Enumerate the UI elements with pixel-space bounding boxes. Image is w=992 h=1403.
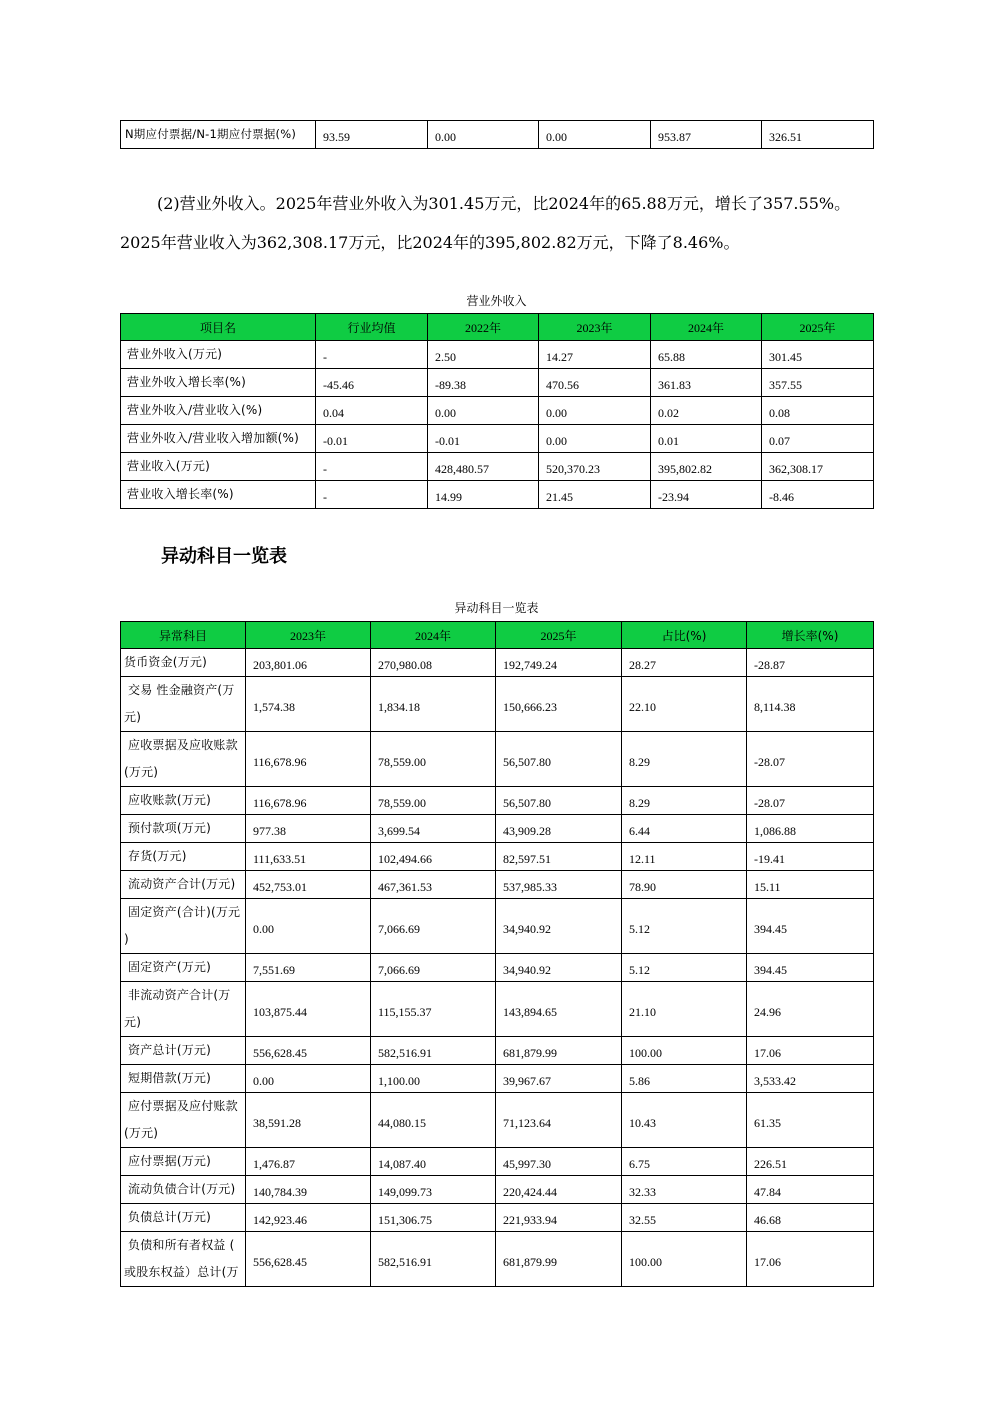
cell: 0.00 xyxy=(246,899,371,954)
header-cell: 异常科目 xyxy=(121,622,246,649)
cell: 6.44 xyxy=(622,815,747,843)
row-label xyxy=(121,1037,246,1065)
cell: 7,066.69 xyxy=(371,899,496,954)
cell: 220,424.44 xyxy=(496,1176,622,1204)
row-label xyxy=(121,815,246,843)
row-label xyxy=(121,1065,246,1093)
cell: 61.35 xyxy=(747,1093,874,1148)
table-body xyxy=(121,341,874,509)
cell: 5.12 xyxy=(622,899,747,954)
cell: 3,533.42 xyxy=(747,1065,874,1093)
table-row xyxy=(121,899,874,954)
cell: 93.59 xyxy=(316,121,428,149)
cell: 326.51 xyxy=(762,121,874,149)
cell: 192,749.24 xyxy=(496,649,622,677)
cell: 78,559.00 xyxy=(371,732,496,787)
table-row xyxy=(121,1065,874,1093)
row-label: 营业外收入增长率(%) xyxy=(121,369,316,397)
cell: 0.00 xyxy=(539,121,651,149)
row-label-line: 应付票据(万元) xyxy=(124,1154,211,1168)
cell: 100.00 xyxy=(622,1232,747,1287)
cell: 143,894.65 xyxy=(496,982,622,1037)
row-label-line: 应付票据及应付账款 xyxy=(124,1099,238,1113)
cell: 0.00 xyxy=(428,121,539,149)
cell: 0.08 xyxy=(762,397,874,425)
cell: 5.12 xyxy=(622,954,747,982)
table-row xyxy=(121,843,874,871)
cell: 1,086.88 xyxy=(747,815,874,843)
row-label-line: 应收账款(万元) xyxy=(124,793,211,807)
cell: 0.00 xyxy=(428,397,539,425)
cell: 0.04 xyxy=(316,397,428,425)
row-label: 营业外收入(万元) xyxy=(121,341,316,369)
table-row xyxy=(121,871,874,899)
table-row xyxy=(121,425,874,453)
cell: 428,480.57 xyxy=(428,453,539,481)
row-label xyxy=(121,982,246,1037)
cell: 45,997.30 xyxy=(496,1148,622,1176)
cell: 47.84 xyxy=(747,1176,874,1204)
cell: 537,985.33 xyxy=(496,871,622,899)
cell: -0.01 xyxy=(428,425,539,453)
cell: 140,784.39 xyxy=(246,1176,371,1204)
row-label xyxy=(121,899,246,954)
cell: 8.29 xyxy=(622,787,747,815)
cell: -19.41 xyxy=(747,843,874,871)
table-row xyxy=(121,341,874,369)
cell: 452,753.01 xyxy=(246,871,371,899)
cell: -45.46 xyxy=(316,369,428,397)
row-label-line: 流动资产合计(万元) xyxy=(124,877,236,891)
cell: 0.00 xyxy=(539,425,651,453)
cell: 56,507.80 xyxy=(496,732,622,787)
cell: 361.83 xyxy=(651,369,762,397)
cell: 116,678.96 xyxy=(246,732,371,787)
cell: 582,516.91 xyxy=(371,1232,496,1287)
cell: 103,875.44 xyxy=(246,982,371,1037)
cell: 0.02 xyxy=(651,397,762,425)
cell: 977.38 xyxy=(246,815,371,843)
table-row xyxy=(121,481,874,509)
row-label xyxy=(121,1148,246,1176)
top-table xyxy=(120,120,874,149)
cell: 82,597.51 xyxy=(496,843,622,871)
cell: 3,699.54 xyxy=(371,815,496,843)
table-body xyxy=(121,649,874,1287)
cell: 22.10 xyxy=(622,677,747,732)
paragraph-line-1: (2)营业外收入。2025年营业外收入为301.45万元，比2024年的65.88万元，增长了357.55%。 xyxy=(157,194,851,213)
cell: -28.87 xyxy=(747,649,874,677)
cell: 0.01 xyxy=(651,425,762,453)
cell: 21.45 xyxy=(539,481,651,509)
row-label-line: 短期借款(万元) xyxy=(124,1071,211,1085)
cell: 142,923.46 xyxy=(246,1204,371,1232)
cell: 1,100.00 xyxy=(371,1065,496,1093)
cell: 17.06 xyxy=(747,1232,874,1287)
cell: 56,507.80 xyxy=(496,787,622,815)
table-row xyxy=(121,453,874,481)
table-row xyxy=(121,649,874,677)
cell: 2.50 xyxy=(428,341,539,369)
row-label-line: 流动负债合计(万元) xyxy=(124,1182,236,1196)
cell: 151,306.75 xyxy=(371,1204,496,1232)
cell: 65.88 xyxy=(651,341,762,369)
header-cell: 2022年 xyxy=(428,314,539,341)
cell: 1,574.38 xyxy=(246,677,371,732)
cell: 116,678.96 xyxy=(246,787,371,815)
cell: 556,628.45 xyxy=(246,1037,371,1065)
cell: 15.11 xyxy=(747,871,874,899)
cell: -23.94 xyxy=(651,481,762,509)
cell: 6.75 xyxy=(622,1148,747,1176)
row-label: N期应付票据/N-1期应付票据(%) xyxy=(121,121,316,149)
cell: 28.27 xyxy=(622,649,747,677)
header-cell: 2024年 xyxy=(651,314,762,341)
header-cell: 2023年 xyxy=(539,314,651,341)
table-row xyxy=(121,1232,874,1287)
cell: 71,123.64 xyxy=(496,1093,622,1148)
row-label xyxy=(121,954,246,982)
cell: 226.51 xyxy=(747,1148,874,1176)
cell: 14.27 xyxy=(539,341,651,369)
table-row xyxy=(121,982,874,1037)
cell: 1,834.18 xyxy=(371,677,496,732)
cell: 150,666.23 xyxy=(496,677,622,732)
table-row xyxy=(121,1204,874,1232)
row-label xyxy=(121,1204,246,1232)
cell: 203,801.06 xyxy=(246,649,371,677)
cell: 5.86 xyxy=(622,1065,747,1093)
cell: 8,114.38 xyxy=(747,677,874,732)
header-cell: 增长率(%) xyxy=(747,622,874,649)
row-label xyxy=(121,649,246,677)
cell: -0.01 xyxy=(316,425,428,453)
cell: 8.29 xyxy=(622,732,747,787)
row-label xyxy=(121,1093,246,1148)
table-row xyxy=(121,732,874,787)
row-label-line: 固定资产(万元) xyxy=(124,960,211,974)
row-label-line: 预付款项(万元) xyxy=(124,821,211,835)
row-label-line: 交易 性金融资产(万 xyxy=(124,683,235,697)
cell: 681,879.99 xyxy=(496,1232,622,1287)
row-label: 营业收入(万元) xyxy=(121,453,316,481)
row-label-line: 应收票据及应收账款 xyxy=(124,738,238,752)
row-label-line: 负债总计(万元) xyxy=(124,1210,211,1224)
row-label xyxy=(121,787,246,815)
section-heading: 异动科目一览表 xyxy=(161,546,287,567)
cell: 1,476.87 xyxy=(246,1148,371,1176)
cell: 17.06 xyxy=(747,1037,874,1065)
header-cell: 2025年 xyxy=(496,622,622,649)
row-label-line: 货币资金(万元) xyxy=(124,655,207,669)
row-label xyxy=(121,843,246,871)
cell: 34,940.92 xyxy=(496,954,622,982)
table-header-row xyxy=(121,622,874,649)
cell: 394.45 xyxy=(747,899,874,954)
cell: -28.07 xyxy=(747,732,874,787)
row-label-line: (万元) xyxy=(124,1126,159,1140)
cell: 0.07 xyxy=(762,425,874,453)
table-row xyxy=(121,121,874,149)
row-label xyxy=(121,871,246,899)
cell: 100.00 xyxy=(622,1037,747,1065)
header-cell: 2024年 xyxy=(371,622,496,649)
table-row xyxy=(121,1093,874,1148)
cell: 78.90 xyxy=(622,871,747,899)
cell: 102,494.66 xyxy=(371,843,496,871)
row-label-line: 元) xyxy=(124,710,142,724)
cell: 681,879.99 xyxy=(496,1037,622,1065)
header-cell: 2023年 xyxy=(246,622,371,649)
row-label: 营业外收入/营业收入增加额(%) xyxy=(121,425,316,453)
cell: 221,933.94 xyxy=(496,1204,622,1232)
table-row xyxy=(121,815,874,843)
cell: 0.00 xyxy=(539,397,651,425)
table-caption: 营业外收入 xyxy=(466,294,527,308)
cell: 21.10 xyxy=(622,982,747,1037)
row-label-line: 非流动资产合计(万 xyxy=(124,988,231,1002)
cell: 39,967.67 xyxy=(496,1065,622,1093)
cell: 7,066.69 xyxy=(371,954,496,982)
cell: -89.38 xyxy=(428,369,539,397)
cell: 38,591.28 xyxy=(246,1093,371,1148)
cell: 115,155.37 xyxy=(371,982,496,1037)
cell: 953.87 xyxy=(651,121,762,149)
cell: 32.55 xyxy=(622,1204,747,1232)
table-row xyxy=(121,787,874,815)
non-operating-income-table xyxy=(120,313,874,509)
table-row xyxy=(121,1148,874,1176)
cell: 470.56 xyxy=(539,369,651,397)
table-row xyxy=(121,397,874,425)
row-label-line: (万元) xyxy=(124,765,159,779)
row-label xyxy=(121,732,246,787)
row-label-line: 资产总计(万元) xyxy=(124,1043,211,1057)
cell: 10.43 xyxy=(622,1093,747,1148)
cell: 556,628.45 xyxy=(246,1232,371,1287)
cell: 111,633.51 xyxy=(246,843,371,871)
cell: 46.68 xyxy=(747,1204,874,1232)
header-cell: 项目名 xyxy=(121,314,316,341)
cell: 7,551.69 xyxy=(246,954,371,982)
row-label-line: ) xyxy=(124,932,129,946)
cell: 0.00 xyxy=(246,1065,371,1093)
paragraph-line-2: 2025年营业收入为362,308.17万元，比2024年的395,802.82万元，下降了8.46%。 xyxy=(120,233,740,252)
header-cell: 2025年 xyxy=(762,314,874,341)
cell: 520,370.23 xyxy=(539,453,651,481)
row-label-line: 存货(万元) xyxy=(124,849,187,863)
cell: 357.55 xyxy=(762,369,874,397)
table-row xyxy=(121,1037,874,1065)
cell: 395,802.82 xyxy=(651,453,762,481)
header-cell: 行业均值 xyxy=(316,314,428,341)
table-row xyxy=(121,369,874,397)
abnormal-items-table xyxy=(120,621,874,1287)
cell: 149,099.73 xyxy=(371,1176,496,1204)
cell: 14.99 xyxy=(428,481,539,509)
cell: 34,940.92 xyxy=(496,899,622,954)
cell: - xyxy=(316,481,428,509)
cell: - xyxy=(316,453,428,481)
header-cell: 占比(%) xyxy=(622,622,747,649)
table-caption: 异动科目一览表 xyxy=(454,601,539,615)
cell: -8.46 xyxy=(762,481,874,509)
row-label xyxy=(121,677,246,732)
cell: 301.45 xyxy=(762,341,874,369)
cell: 12.11 xyxy=(622,843,747,871)
row-label xyxy=(121,1232,246,1287)
cell: 270,980.08 xyxy=(371,649,496,677)
table-row xyxy=(121,1176,874,1204)
cell: - xyxy=(316,341,428,369)
row-label-line: 元) xyxy=(124,1015,142,1029)
row-label-line: 固定资产(合计)(万元 xyxy=(124,905,241,919)
row-label: 营业收入增长率(%) xyxy=(121,481,316,509)
cell: 32.33 xyxy=(622,1176,747,1204)
cell: 582,516.91 xyxy=(371,1037,496,1065)
cell: 78,559.00 xyxy=(371,787,496,815)
table-row xyxy=(121,677,874,732)
cell: 394.45 xyxy=(747,954,874,982)
cell: 24.96 xyxy=(747,982,874,1037)
row-label-line: 负债和所有者权益 ( xyxy=(124,1238,235,1252)
table-header-row xyxy=(121,314,874,341)
row-label xyxy=(121,1176,246,1204)
row-label-line: 或股东权益）总计(万 xyxy=(124,1265,239,1279)
cell: 44,080.15 xyxy=(371,1093,496,1148)
row-label: 营业外收入/营业收入(%) xyxy=(121,397,316,425)
cell: 14,087.40 xyxy=(371,1148,496,1176)
cell: -28.07 xyxy=(747,787,874,815)
table-row xyxy=(121,954,874,982)
cell: 467,361.53 xyxy=(371,871,496,899)
cell: 362,308.17 xyxy=(762,453,874,481)
cell: 43,909.28 xyxy=(496,815,622,843)
